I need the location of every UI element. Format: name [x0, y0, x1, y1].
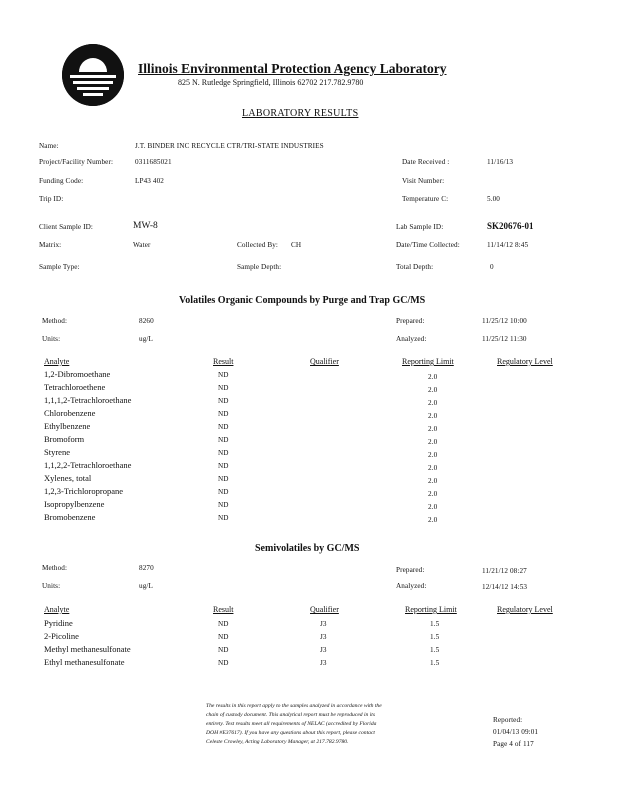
- volatiles-row-6-result: ND: [218, 449, 229, 457]
- date-collected-label: Date/Time Collected:: [396, 241, 460, 249]
- volatiles-method-value: 8260: [139, 317, 154, 325]
- semivolatiles-col-regulatory: Regulatory Level: [497, 605, 553, 614]
- semivolatiles-method-label: Method:: [42, 564, 68, 572]
- name-value: J.T. BINDER INC RECYCLE CTR/TRI-STATE INDUSTRIES: [135, 142, 324, 150]
- semivolatiles-row-0-qualifier: J3: [320, 620, 327, 628]
- volatiles-row-0-result: ND: [218, 371, 229, 379]
- disclaimer-line: DOH #E37617). If you have any questions about this report, please contact: [206, 730, 375, 736]
- temperature-label: Temperature C:: [402, 195, 449, 203]
- volatiles-analyzed-value: 11/25/12 11:30: [482, 335, 527, 343]
- semivolatiles-col-analyte: Analyte: [44, 605, 70, 614]
- date-received-label: Date Received :: [402, 158, 450, 166]
- semivolatiles-prepared-value: 11/21/12 08:27: [482, 567, 527, 575]
- volatiles-row-10-limit: 2.0: [428, 503, 438, 511]
- volatiles-col-qualifier: Qualifier: [310, 357, 339, 366]
- volatiles-row-6-analyte: Styrene: [44, 447, 70, 457]
- volatiles-row-8-limit: 2.0: [428, 477, 438, 485]
- agency-address: 825 N. Rutledge Springfield, Illinois 62702 217.782.9780: [178, 78, 364, 87]
- sample-type-label: Sample Type:: [39, 263, 80, 271]
- report-title: LABORATORY RESULTS: [242, 108, 359, 119]
- sun-over-water-icon: [62, 44, 124, 106]
- matrix-label: Matrix:: [39, 241, 62, 249]
- semivolatiles-row-3-analyte: Ethyl methanesulfonate: [44, 657, 125, 667]
- name-label: Name:: [39, 142, 59, 150]
- total-depth-label: Total Depth:: [396, 263, 434, 271]
- semivolatiles-row-3-limit: 1.5: [430, 659, 440, 667]
- volatiles-units-label: Units:: [42, 335, 61, 343]
- volatiles-method-label: Method:: [42, 317, 68, 325]
- volatiles-row-1-result: ND: [218, 384, 229, 392]
- semivolatiles-row-2-result: ND: [218, 646, 229, 654]
- disclaimer-line: The results in this report apply to the samples analyzed in accordance with the: [206, 703, 382, 709]
- volatiles-row-2-limit: 2.0: [428, 399, 438, 407]
- disclaimer-line: chain of custody document. This analytical report must be reproduced in its: [206, 712, 376, 718]
- volatiles-row-8-result: ND: [218, 475, 229, 483]
- semivolatiles-title: Semivolatiles by GC/MS: [255, 543, 360, 554]
- volatiles-prepared-label: Prepared:: [396, 317, 425, 325]
- volatiles-row-7-analyte: 1,1,2,2-Tetrachloroethane: [44, 460, 132, 470]
- volatiles-row-4-result: ND: [218, 423, 229, 431]
- funding-value: LP43 402: [135, 177, 164, 185]
- volatiles-row-0-limit: 2.0: [428, 373, 438, 381]
- volatiles-row-0-analyte: 1,2-Dibromoethane: [44, 369, 111, 379]
- volatiles-col-analyte: Analyte: [44, 357, 70, 366]
- volatiles-row-2-result: ND: [218, 397, 229, 405]
- volatiles-row-2-analyte: 1,1,1,2-Tetrachloroethane: [44, 395, 132, 405]
- volatiles-row-5-result: ND: [218, 436, 229, 444]
- semivolatiles-row-0-limit: 1.5: [430, 620, 440, 628]
- semivolatiles-col-result: Result: [213, 605, 234, 614]
- semivolatiles-analyzed-value: 12/14/12 14:53: [482, 583, 528, 591]
- client-sample-label: Client Sample ID:: [39, 223, 94, 231]
- volatiles-row-5-limit: 2.0: [428, 438, 438, 446]
- semivolatiles-analyzed-label: Analyzed:: [396, 582, 427, 590]
- sample-depth-label: Sample Depth:: [237, 263, 282, 271]
- volatiles-col-result: Result: [213, 357, 234, 366]
- semivolatiles-row-2-analyte: Methyl methanesulfonate: [44, 644, 131, 654]
- volatiles-row-3-analyte: Chlorobenzene: [44, 408, 96, 418]
- footer-disclaimer: [206, 702, 382, 747]
- collected-by-value: CH: [291, 241, 302, 249]
- semivolatiles-row-3-result: ND: [218, 659, 229, 667]
- date-received-value: 11/16/13: [487, 158, 514, 166]
- volatiles-row-3-limit: 2.0: [428, 412, 438, 420]
- client-sample-value: MW-8: [133, 221, 158, 231]
- lab-sample-value: SK20676-01: [487, 221, 534, 231]
- volatiles-row-9-result: ND: [218, 488, 229, 496]
- semivolatiles-row-1-result: ND: [218, 633, 229, 641]
- volatiles-row-1-analyte: Tetrachloroethene: [44, 382, 106, 392]
- semivolatiles-units-label: Units:: [42, 582, 61, 590]
- volatiles-row-6-limit: 2.0: [428, 451, 438, 459]
- volatiles-row-9-limit: 2.0: [428, 490, 438, 498]
- funding-label: Funding Code:: [39, 177, 84, 185]
- visit-label: Visit Number:: [402, 177, 445, 185]
- volatiles-row-4-limit: 2.0: [428, 425, 438, 433]
- volatiles-title: Volatiles Organic Compounds by Purge and Trap GC/MS: [179, 295, 426, 306]
- semivolatiles-row-1-analyte: 2-Picoline: [44, 631, 79, 641]
- disclaimer-line: entirety. Test results meet all requirements of NELAC (accredited by Florida: [206, 721, 377, 727]
- temperature-value: 5.00: [487, 195, 500, 203]
- volatiles-row-11-analyte: Bromobenzene: [44, 512, 96, 522]
- semivolatiles-row-1-limit: 1.5: [430, 633, 440, 641]
- volatiles-row-9-analyte: 1,2,3-Trichloropropane: [44, 486, 124, 496]
- volatiles-row-7-limit: 2.0: [428, 464, 438, 472]
- volatiles-row-11-result: ND: [218, 514, 229, 522]
- volatiles-prepared-value: 11/25/12 10:00: [482, 317, 527, 325]
- semivolatiles-prepared-label: Prepared:: [396, 566, 425, 574]
- semivolatiles-row-0-analyte: Pyridine: [44, 618, 73, 628]
- volatiles-col-limit: Reporting Limit: [402, 357, 454, 366]
- agency-name: Illinois Environmental Protection Agency Laboratory: [138, 61, 447, 76]
- volatiles-row-7-result: ND: [218, 462, 229, 470]
- volatiles-row-3-result: ND: [218, 410, 229, 418]
- disclaimer-line: Celeste Crowley, Acting Laboratory Manager, at 217.782.9780.: [206, 739, 349, 745]
- volatiles-row-5-analyte: Bromoform: [44, 434, 85, 444]
- lab-sample-label: Lab Sample ID:: [396, 223, 444, 231]
- volatiles-row-11-limit: 2.0: [428, 516, 438, 524]
- semivolatiles-row-0-result: ND: [218, 620, 229, 628]
- trip-label: Trip ID:: [39, 195, 64, 203]
- volatiles-units-value: ug/L: [139, 335, 153, 343]
- semivolatiles-row-2-limit: 1.5: [430, 646, 440, 654]
- iepa-logo: [62, 44, 124, 106]
- total-depth-value: 0: [490, 263, 494, 271]
- volatiles-row-10-analyte: Isopropylbenzene: [44, 499, 105, 509]
- volatiles-row-8-analyte: Xylenes, total: [44, 473, 92, 483]
- volatiles-col-regulatory: Regulatory Level: [497, 357, 553, 366]
- date-collected-value: 11/14/12 8:45: [487, 241, 529, 249]
- page-number: Page 4 of 117: [493, 740, 534, 748]
- semivolatiles-row-2-qualifier: J3: [320, 646, 327, 654]
- project-label: Project/Facility Number:: [39, 158, 114, 166]
- semivolatiles-method-value: 8270: [139, 564, 154, 572]
- semivolatiles-row-3-qualifier: J3: [320, 659, 327, 667]
- reported-value: 01/04/13 09:01: [493, 728, 539, 736]
- semivolatiles-row-1-qualifier: J3: [320, 633, 327, 641]
- volatiles-analyzed-label: Analyzed:: [396, 335, 427, 343]
- semivolatiles-col-limit: Reporting Limit: [405, 605, 457, 614]
- volatiles-row-4-analyte: Ethylbenzene: [44, 421, 91, 431]
- reported-label: Reported:: [493, 716, 523, 724]
- collected-by-label: Collected By:: [237, 241, 279, 249]
- volatiles-row-1-limit: 2.0: [428, 386, 438, 394]
- volatiles-row-10-result: ND: [218, 501, 229, 509]
- project-value: 0311685021: [135, 158, 172, 166]
- semivolatiles-units-value: ug/L: [139, 582, 153, 590]
- matrix-value: Water: [133, 241, 151, 249]
- semivolatiles-col-qualifier: Qualifier: [310, 605, 339, 614]
